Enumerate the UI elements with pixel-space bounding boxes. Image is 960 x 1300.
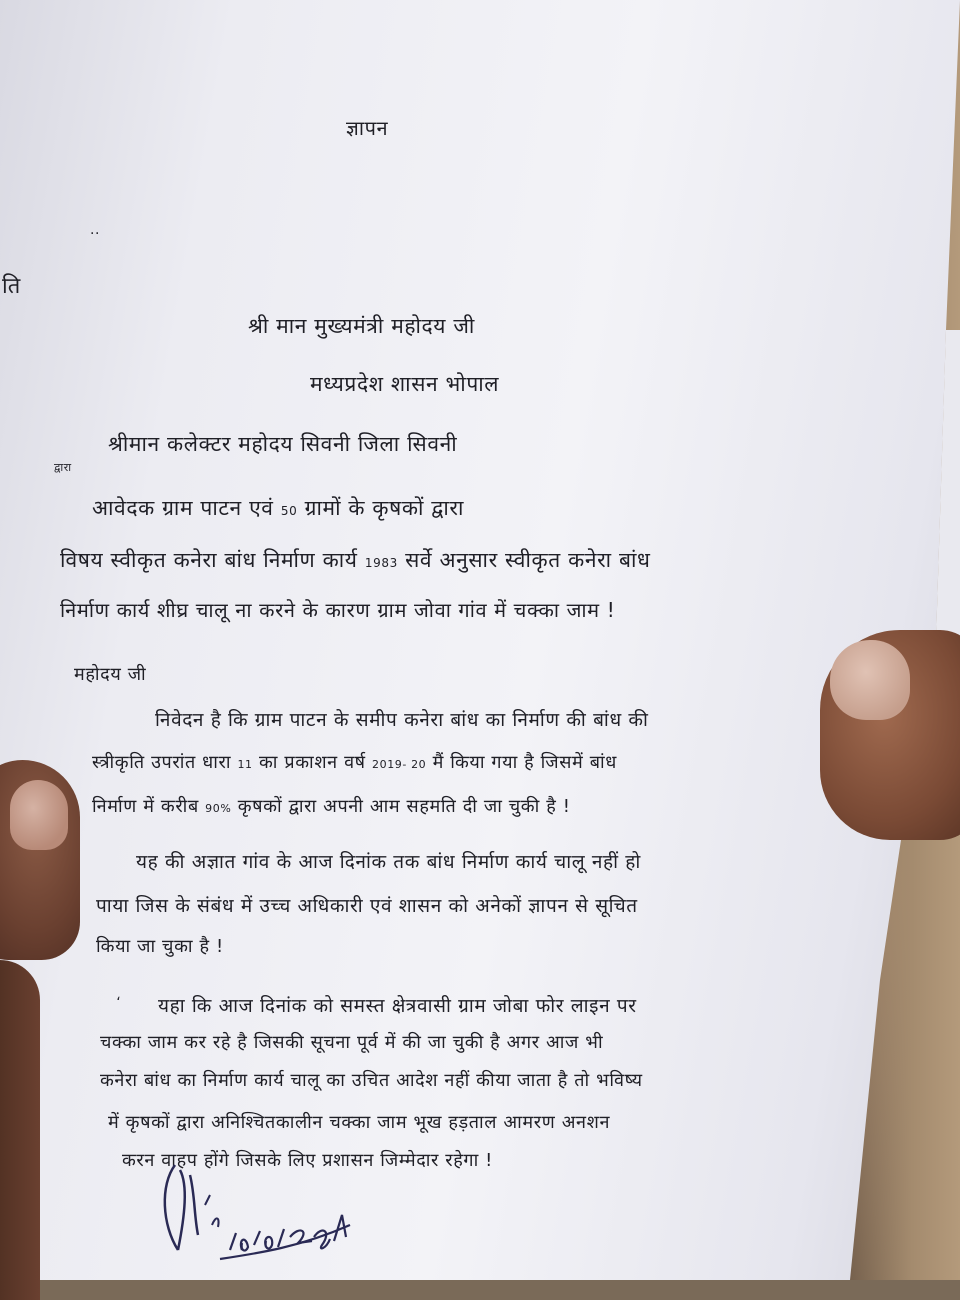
left-hand: [0, 960, 40, 1300]
para1-line-2: [92, 750, 617, 774]
subject-line-2: निर्माण कार्य शीघ्र चालू ना करने के कारण ग्राम जोवा गांव में चक्का जाम !: [60, 598, 616, 622]
para2-line-1: यह की अज्ञात गांव के आज दिनांक तक बांध निर्माण कार्य चालू नहीं हो: [136, 851, 641, 873]
para3-line-3: कनेरा बांध का निर्माण कार्य चालू का उचित आदेश नहीं कीया जाता है तो भविष्य: [100, 1070, 643, 1091]
para1-text-c: मैं किया गया है जिसमें बांध: [432, 752, 617, 773]
para3-line-4: में कृषकों द्वारा अनिश्चितकालीन चक्का जाम भूख हड़ताल आमरण अनशन: [108, 1112, 611, 1133]
para2-line-2: पाया जिस के संबंध में उच्च अधिकारी एवं शासन को अनेकों ज्ञापन से सूचित: [96, 895, 638, 917]
via-label: द्वारा: [54, 461, 72, 474]
para3-line-1: यहा कि आज दिनांक को समस्त क्षेत्रवासी ग्राम जोबा फोर लाइन पर: [158, 995, 637, 1017]
subject-year: 1983: [364, 556, 398, 570]
applicant-line: [92, 494, 464, 522]
salutation: महोदय जी: [74, 664, 147, 685]
para1-percent: 90%: [205, 802, 232, 815]
margin-fragment: ति: [2, 274, 21, 299]
recipient-line-1: श्री मान मुख्यमंत्री महोदय जी: [248, 314, 475, 338]
para3-line-5: करन वाहप होंगे जिसके लिए प्रशासन जिम्मेदार रहेगा !: [122, 1150, 493, 1171]
stray-dots: ..: [90, 222, 101, 238]
para1-text-e: कृषकों द्वारा अपनी आम सहमति दी जा चुकी है !: [237, 796, 571, 817]
right-thumb-nail: [830, 640, 910, 720]
applicant-number: 50: [280, 504, 298, 518]
subject-text-b: सर्वे अनुसार स्वीकृत कनेरा बांध: [405, 548, 651, 572]
para1-section-number: 11: [237, 758, 253, 771]
document-title: ज्ञापन: [346, 116, 389, 140]
para1-line-3: [92, 794, 571, 818]
para1-line-1: निवेदन है कि ग्राम पाटन के समीप कनेरा बांध का निर्माण की बांध की: [155, 709, 649, 731]
para2-line-3: किया जा चुका है !: [96, 936, 224, 957]
para1-text-d: निर्माण में करीब: [92, 796, 199, 817]
subject-line-1: [60, 546, 651, 574]
para3-line-2: चक्का जाम कर रहे है जिसकी सूचना पूर्व में की जा चुकी है अगर आज भी: [100, 1032, 604, 1053]
para3-mark: ،: [116, 988, 121, 1004]
para1-year: 2019- 20: [372, 758, 427, 771]
handwritten-signature: [150, 1155, 360, 1265]
para1-text-a: स्त्रीकृति उपरांत धारा: [92, 752, 232, 773]
applicant-text-b: ग्रामों के कृषकों द्वारा: [304, 496, 465, 520]
para1-text-b: का प्रकाशन वर्ष: [258, 752, 366, 773]
subject-text-a: विषय स्वीकृत कनेरा बांध निर्माण कार्य: [60, 548, 358, 572]
applicant-text-a: आवेदक ग्राम पाटन एवं: [92, 496, 274, 520]
left-thumb-nail: [10, 780, 68, 850]
via-text: श्रीमान कलेक्टर महोदय सिवनी जिला सिवनी: [108, 432, 458, 456]
recipient-line-2: मध्यप्रदेश शासन भोपाल: [310, 372, 500, 396]
